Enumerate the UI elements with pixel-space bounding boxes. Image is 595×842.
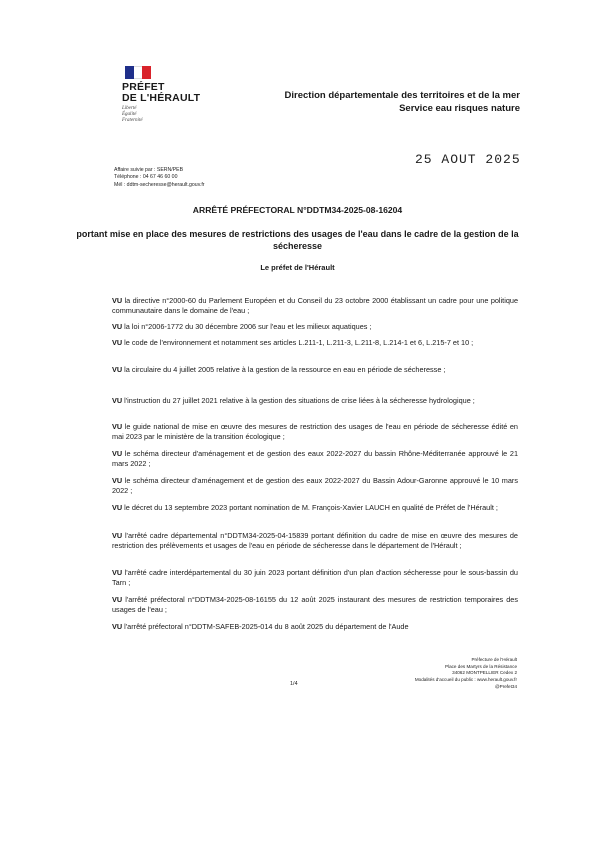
footer-line-2: Place des Martyrs de la Résistance [445,663,517,669]
vu-keyword: VU [112,595,123,604]
prefet-line-1: PRÉFET [122,81,165,93]
vu-item [112,622,518,632]
vu-keyword: VU [112,568,123,577]
motto-egalite: Égalité [122,112,137,117]
vu-text: la loi n°2006-1772 du 30 décembre 2006 sur l'eau et les milieux aquatiques ; [124,322,372,331]
issuing-department [285,89,520,115]
vu-text: le schéma directeur d'aménagement et de gestion des eaux 2022-2027 du Bassin Adour-Garonne approuvé le 10 mars 2022 ; [112,476,518,495]
flag-white-band [134,66,142,79]
vu-item [112,449,518,469]
vu-text: le schéma directeur d'aménagement et de gestion des eaux 2022-2027 du bassin Rhône-Méditerranée approuvé le 21 mars 2022 ; [112,449,519,468]
footer-line-4: Modalités d'accueil du public : www.herault.gouv.fr [414,677,517,683]
vu-keyword: VU [112,322,123,331]
vu-keyword: VU [112,449,123,458]
vu-item [112,531,518,551]
vu-item [112,338,518,348]
arrete-object-title: portant mise en place des mesures de restrictions des usages de l'eau dans le cadre de la gestion de la sécheresse [76,229,519,251]
vu-text: l'arrêté préfectoral n°DDTM-SAFEB-2025-014 du 8 août 2025 du département de l'Aude [124,622,409,631]
vu-text: l'arrêté cadre départemental n°DDTM34-2025-04-15839 portant définition du cadre de mise en œuvre des mesures de restriction des prélèvements et usages de l'eau en période de sécheresse dans le département de l'Hérault ; [112,531,518,550]
vu-keyword: VU [112,396,123,405]
motto-fraternite: Fraternité [122,118,143,123]
vu-item [112,396,518,406]
vu-keyword: VU [112,365,123,374]
vu-item [112,568,518,588]
republic-motto [122,106,143,124]
date-stamp: 25 AOUT 2025 [415,152,521,167]
motto-liberte: Liberté [122,106,137,111]
vu-keyword: VU [112,476,123,485]
flag-blue-band [125,66,134,79]
vu-keyword: VU [112,503,123,512]
vu-text: l'instruction du 27 juillet 2021 relative à la gestion des situations de crise liées à la sécheresse hydrologique ; [124,396,475,405]
vu-text: la circulaire du 4 juillet 2005 relative à la gestion de la ressource en eau en période de sécheresse ; [124,365,446,374]
contact-block [114,167,205,189]
vu-keyword: VU [112,296,123,305]
prefet-line-2: DE L'HÉRAULT [122,92,201,104]
signatory-heading: Le préfet de l'Hérault [260,263,335,272]
vu-item [112,422,518,442]
page-number: 1/4 [290,681,298,687]
vu-item [112,296,518,316]
contact-affaire: Affaire suivie par : SERN/PEB [114,167,184,173]
footer-line-5: @Prefet34 [494,683,517,689]
vu-item [112,503,518,513]
flag-red-band [142,66,151,79]
direction-name: Direction départementale des territoires et de la mer [284,90,520,101]
vu-text: le guide national de mise en œuvre des mesures de restriction des usages de l'eau en période de sécheresse édité en mai 2023 par le ministère de la transition écologique ; [112,422,518,441]
vu-text: l'arrêté cadre interdépartemental du 30 juin 2023 portant définition d'un plan d'action sécheresse pour le sous-bassin du Tarn ; [112,568,518,587]
vu-item [112,595,518,615]
vu-item [112,365,518,375]
vu-keyword: VU [112,422,123,431]
prefet-logo-text [122,82,200,104]
vu-keyword: VU [112,622,123,631]
vu-text: la directive n°2000-60 du Parlement Européen et du Conseil du 23 octobre 2000 établissant un cadre pour une politique communautaire dans le domaine de l'eau ; [112,296,518,315]
vu-text: le code de l'environnement et notamment ses articles L.211-1, L.211-3, L.211-8, L.214-1 et 6, L.215-7 et 10 ; [124,338,474,347]
vu-item [112,476,518,496]
vu-item [112,322,518,332]
vu-keyword: VU [112,531,123,540]
footer-line-3: 34062 MONTPELLIER Cedex 2 [452,670,517,676]
footer-line-1: Préfecture de l'Hérault [471,657,517,662]
marianne-flag-icon [125,66,151,79]
contact-email: Mél : ddtm-secheresse@herault.gouv.fr [114,181,205,188]
prefecture-footer [415,657,517,691]
contact-telephone: Téléphone : 04 67 46 60 00 [114,174,178,181]
vu-keyword: VU [112,338,123,347]
service-name: Service eau risques nature [399,103,520,114]
arrete-number-title: ARRÊTÉ PRÉFECTORAL N°DDTM34-2025-08-16204 [192,205,403,215]
vu-text: le décret du 13 septembre 2023 portant nomination de M. François-Xavier LAUCH en qualité de Préfet de l'Hérault ; [124,503,498,512]
vu-text: l'arrêté préfectoral n°DDTM34-2025-08-16155 du 12 août 2025 instaurant des mesures de restriction temporaires des usages de l'eau ; [112,595,519,614]
